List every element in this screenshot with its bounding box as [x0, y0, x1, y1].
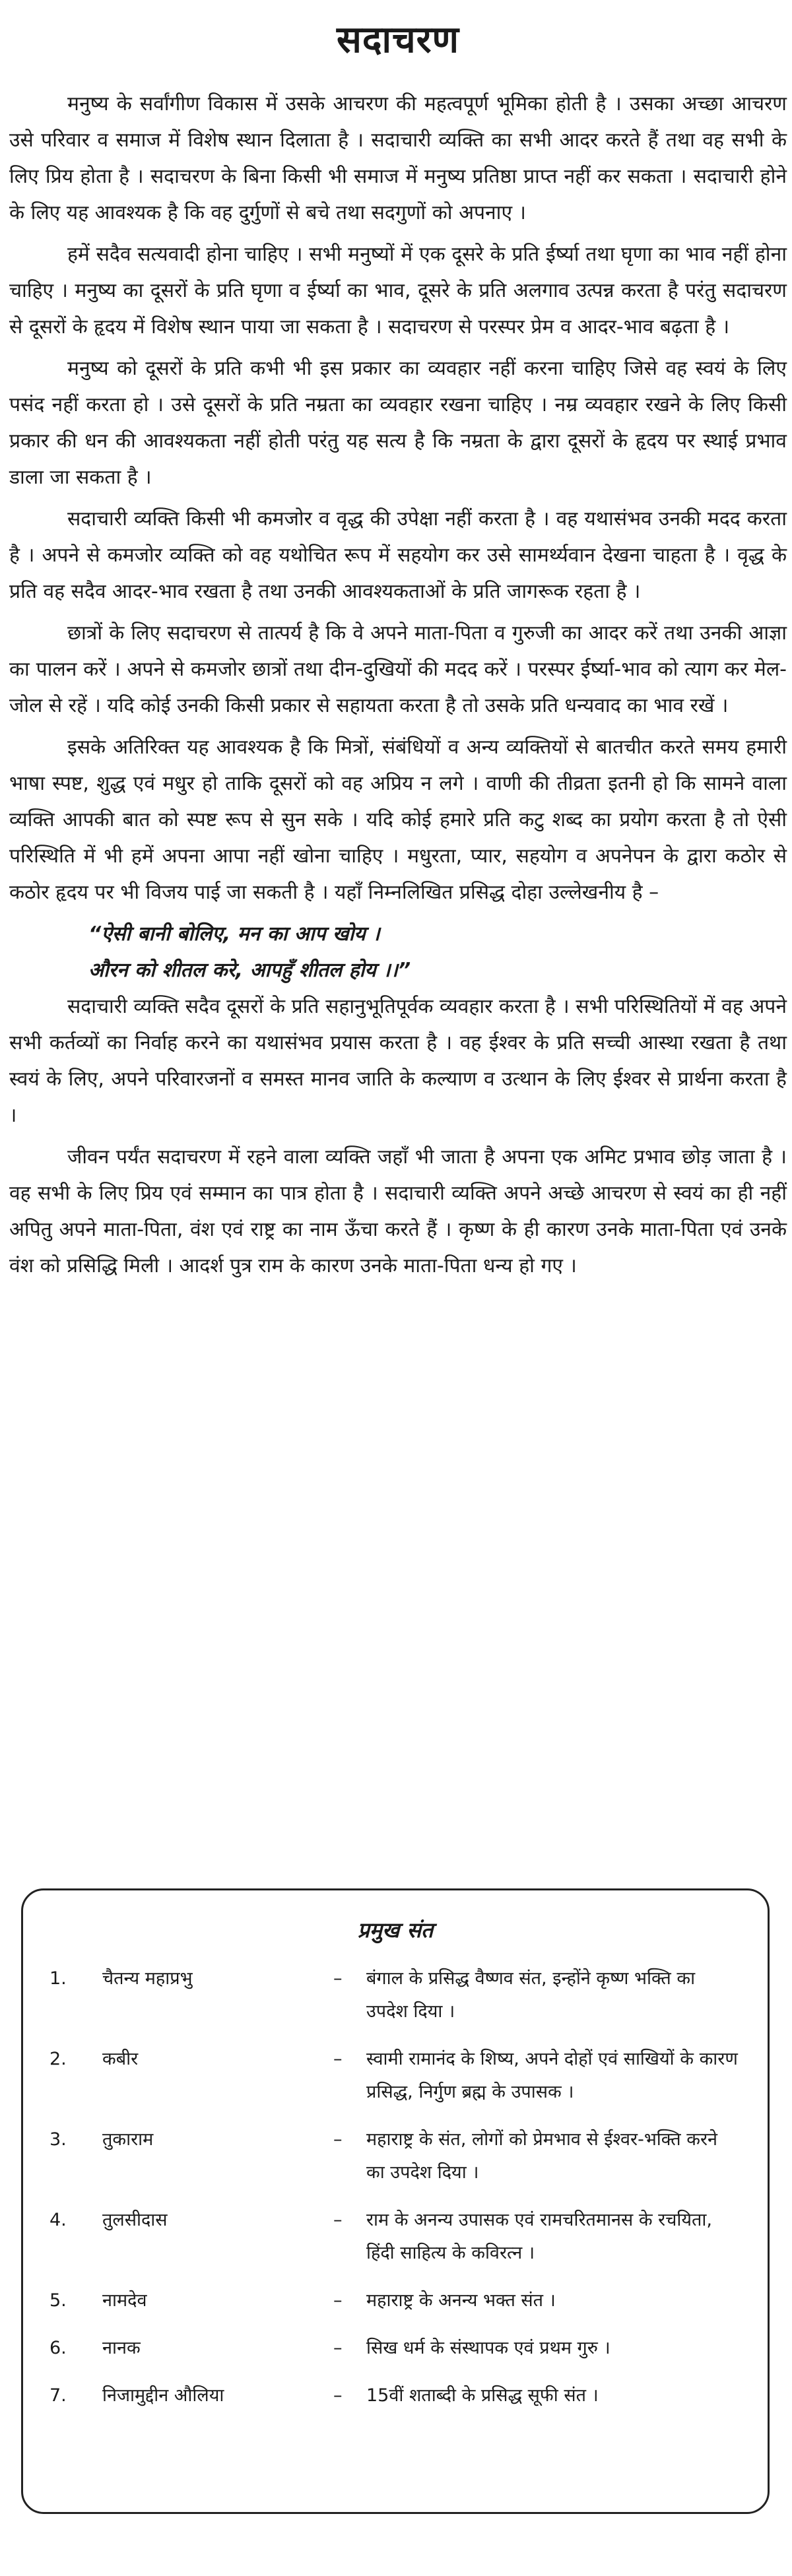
saint-dash: – — [333, 2049, 343, 2069]
doha-line-1: “ऐसी बानी बोलिए, मन का आप खोय । — [88, 922, 380, 946]
saint-row — [50, 2332, 741, 2365]
paragraph-6: इसके अतिरिक्त यह आवश्यक है कि मित्रों, संबंधियों व अन्य व्यक्तियों से बातचीत करते समय हमारी भाषा स्पष्ट, शुद्ध एवं मधुर हो ताकि दूसरों को वह अप्रिय न लगे । वाणी की तीव्रता इतनी हो कि सामने वाला व्यक्ति आपकी बात को स्पष्ट रूप से सुन सके । यदि कोई हमारे प्रति कटु शब्द का प्रयोग करता है तो ऐसी परिस्थिति में भी हमें अपना आपा नहीं खोना चाहिए । मधुरता, प्यार, सहयोग व अपनेपन के द्वारा कठोर से कठोर हृदय पर भी विजय पाई जा सकती है । यहाँ निम्नलिखित प्रसिद्ध दोहा उल्लेखनीय है – — [9, 736, 787, 904]
saint-number: 7. — [50, 2385, 67, 2406]
saint-number: 6. — [50, 2338, 67, 2358]
saint-name: तुलसीदास — [102, 2210, 168, 2230]
saint-row — [50, 2284, 741, 2317]
essay-title: सदाचरण — [336, 18, 460, 61]
saint-dash: – — [333, 2338, 343, 2358]
saints-box — [21, 1888, 770, 2514]
paragraph-4: सदाचारी व्यक्ति किसी भी कमजोर व वृद्ध की उपेक्षा नहीं करता है । वह यथासंभव उनकी मदद करता है । अपने से कमजोर व्यक्ति को वह यथोचित रूप में सहयोग कर उसे सामर्थ्यवान देखना चाहता है । वृद्ध के प्रति वह सदैव आदर-भाव रखता है तथा उनकी आवश्यकताओं के प्रति जागरूक रहता है । — [9, 507, 787, 603]
saint-dash: – — [333, 2129, 343, 2150]
saint-description: राम के अनन्य उपासक एवं रामचरितमानस के रचयिता, हिंदी साहित्य के कविरत्न । — [366, 2210, 712, 2263]
saint-name: नामदेव — [102, 2290, 147, 2311]
saint-description: स्वामी रामानंद के शिष्य, अपने दोहों एवं साखियों के कारण प्रसिद्ध, निर्गुण ब्रह्म के उपासक । — [366, 2049, 738, 2102]
saint-description: महाराष्ट्र के संत, लोगों को प्रेमभाव से ईश्वर-भक्ति करने का उपदेश दिया । — [366, 2129, 717, 2183]
saint-name: निजामुद्दीन औलिया — [102, 2385, 224, 2406]
paragraph-3: मनुष्य को दूसरों के प्रति कभी भी इस प्रकार का व्यवहार नहीं करना चाहिए जिसे वह स्वयं के लिए पसंद नहीं करता हो । उसे दूसरों के प्रति नम्रता का व्यवहार रखना चाहिए । नम्र व्यवहार रखने के लिए किसी प्रकार की धन की आवश्यकता नहीं होती परंतु यह सत्य है कि नम्रता के द्वारा दूसरों के हृदय पर स्थाई प्रभाव डाला जा सकता है । — [9, 357, 787, 489]
saint-description: 15वीं शताब्दी के प्रसिद्ध सूफी संत । — [366, 2385, 599, 2406]
paragraph-5: छात्रों के लिए सदाचरण से तात्पर्य है कि वे अपने माता-पिता व गुरुजी का आदर करें तथा उनकी आज्ञा का पालन करें । अपने से कमजोर छात्रों तथा दीन-दुखियों की मदद करें । परस्पर ईर्ष्या-भाव को त्याग कर मेल-जोल से रहें । यदि कोई उनकी किसी प्रकार से सहायता करता है तो उसके प्रति धन्यवाद का भाव रखें । — [9, 622, 787, 717]
saint-number: 3. — [50, 2129, 67, 2150]
saint-dash: – — [333, 2385, 343, 2406]
saint-name: तुकाराम — [102, 2129, 154, 2150]
saint-dash: – — [333, 2290, 343, 2311]
saint-description: बंगाल के प्रसिद्ध वैष्णव संत, इन्होंने कृष्ण भक्ति का उपदेश दिया । — [366, 1968, 696, 2022]
saint-description: महाराष्ट्र के अनन्य भक्त संत । — [366, 2290, 556, 2311]
saint-row — [50, 2379, 741, 2412]
paragraph-2: हमें सदैव सत्यवादी होना चाहिए । सभी मनुष्यों में एक दूसरे के प्रति ईर्ष्या तथा घृणा का भाव नहीं होना चाहिए । मनुष्य का दूसरों के प्रति घृणा व ईर्ष्या का भाव, दूसरे के प्रति अलगाव उत्पन्न करता है परंतु सदाचरण से दूसरों के हृदय में विशेष स्थान पाया जा सकता है । सदाचरण से परस्पर प्रेम व आदर-भाव बढ़ता है । — [9, 243, 787, 338]
saint-number: 5. — [50, 2290, 67, 2311]
saint-name: चैतन्य महाप्रभु — [102, 1968, 193, 1989]
saints-box-title: प्रमुख संत — [357, 1917, 434, 1943]
saint-dash: – — [333, 1968, 343, 1989]
saint-dash: – — [333, 2210, 343, 2230]
saint-row — [50, 1962, 741, 2028]
saint-row — [50, 2204, 741, 2270]
doha-line-2: औरन को शीतल करे, आपहुँ शीतल होय ।।” — [88, 959, 411, 982]
doha-quote — [88, 916, 787, 988]
saint-description: सिख धर्म के संस्थापक एवं प्रथम गुरु । — [366, 2338, 610, 2358]
saint-number: 2. — [50, 2049, 67, 2069]
saint-name: नानक — [102, 2338, 141, 2358]
saint-row — [50, 2043, 741, 2109]
saint-number: 4. — [50, 2210, 67, 2230]
paragraph-1: मनुष्य के सर्वांगीण विकास में उसके आचरण की महत्वपूर्ण भूमिका होती है । उसका अच्छा आचरण उसे परिवार व समाज में विशेष स्थान दिलाता है । सदाचारी व्यक्ति का सभी आदर करते हैं तथा वह सभी के लिए प्रिय होता है । सदाचरण के बिना किसी भी समाज में मनुष्य प्रतिष्ठा प्राप्त नहीं कर सकता । सदाचारी होने के लिए यह आवश्यक है कि वह दुर्गुणों से बचे तथा सदगुणों को अपनाए । — [9, 92, 787, 224]
saint-name: कबीर — [102, 2049, 139, 2069]
saint-row — [50, 2123, 741, 2189]
paragraph-8: जीवन पर्यंत सदाचरण में रहने वाला व्यक्ति जहाँ भी जाता है अपना एक अमिट प्रभाव छोड़ जाता है । वह सभी के लिए प्रिय एवं सम्मान का पात्र होता है । सदाचारी व्यक्ति अपने अच्छे आचरण से स्वयं का ही नहीं अपितु अपने माता-पिता, वंश एवं राष्ट्र का नाम ऊँचा करते हैं । कृष्ण के ही कारण उनके माता-पिता एवं उनके वंश को प्रसिद्धि मिली । आदर्श पुत्र राम के कारण उनके माता-पिता धन्य हो गए । — [9, 1145, 787, 1277]
paragraph-7: सदाचारी व्यक्ति सदैव दूसरों के प्रति सहानुभूतिपूर्वक व्यवहार करता है । सभी परिस्थितियों में वह अपने सभी कर्तव्यों का निर्वाह करने का यथासंभव प्रयास करता है । वह ईश्वर के प्रति सच्ची आस्था रखता है तथा स्वयं के लिए, अपने परिवारजनों व समस्त मानव जाति के कल्याण व उत्थान के लिए ईश्वर से प्रार्थना करता है । — [9, 995, 787, 1127]
saint-number: 1. — [50, 1968, 67, 1989]
